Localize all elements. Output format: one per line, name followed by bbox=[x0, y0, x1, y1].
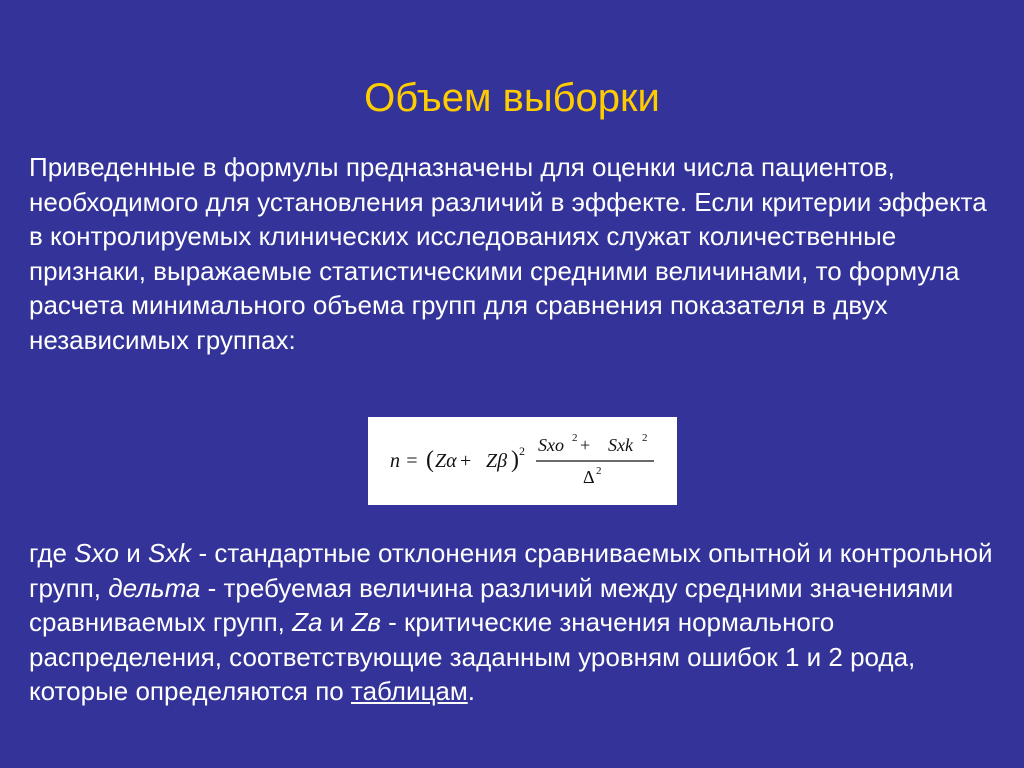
sxo-term: Sxo bbox=[74, 538, 119, 568]
sample-size-formula bbox=[368, 417, 677, 505]
formula-numerator-sxk-exp: 2 bbox=[642, 432, 648, 444]
explanation-text-1: где bbox=[29, 538, 75, 568]
formula-exp-2: 2 bbox=[519, 444, 525, 458]
formula-n-eq: n = bbox=[390, 450, 419, 472]
slide-title: Объем выборки bbox=[364, 76, 660, 120]
formula-close-paren: ) bbox=[511, 447, 519, 473]
explanation-text-2: и bbox=[118, 538, 148, 568]
formula-plus-1: + bbox=[460, 450, 472, 472]
zv-term: Zв bbox=[351, 607, 381, 637]
formula-denominator-delta: Δ bbox=[583, 467, 595, 487]
formula-image bbox=[368, 417, 677, 505]
explanation-text-4: - требуемая величина различий между средними значениями сравниваемых групп, bbox=[29, 572, 954, 637]
explanation-text-6: - критические значения нормального распределения, соответствующие заданным уровням ошибок 1 и 2 рода, которые определяются по bbox=[29, 607, 916, 706]
formula-numerator-sxk: Sxk bbox=[608, 435, 633, 455]
formula-plus-2: + bbox=[580, 435, 591, 455]
delta-term: дельта bbox=[108, 572, 201, 603]
sxk-term: Sxk bbox=[147, 538, 192, 568]
formula-denominator-exp: 2 bbox=[596, 465, 602, 477]
formula-open-paren: ( bbox=[426, 447, 434, 473]
za-term: Zа bbox=[292, 607, 323, 637]
formula-numerator-sxo: Sxo bbox=[538, 435, 564, 455]
explanation-text-5: и bbox=[322, 607, 352, 637]
formula-z-alpha: Zα bbox=[435, 450, 457, 472]
formula-numerator-sxo-exp: 2 bbox=[572, 432, 578, 444]
tables-link[interactable]: таблицам bbox=[350, 676, 468, 706]
formula-z-beta: Zβ bbox=[486, 450, 508, 472]
intro-paragraph: Приведенные в формулы предназначены для оценки числа пациентов, необходимого для установления различий в эффекте. Если критерии эффекта в контролируемых клинических исследованиях служат количественные признаки, выражаемые статистическими средними величинами, то формула расчета минимального объема групп для сравнения показателя в двух независимых группах: bbox=[29, 152, 987, 355]
explanation-text-3: - стандартные отклонения сравниваемых опытной и контрольной групп, bbox=[29, 538, 993, 603]
explanation-paragraph bbox=[29, 536, 1004, 709]
explanation-text-7: . bbox=[467, 676, 475, 706]
